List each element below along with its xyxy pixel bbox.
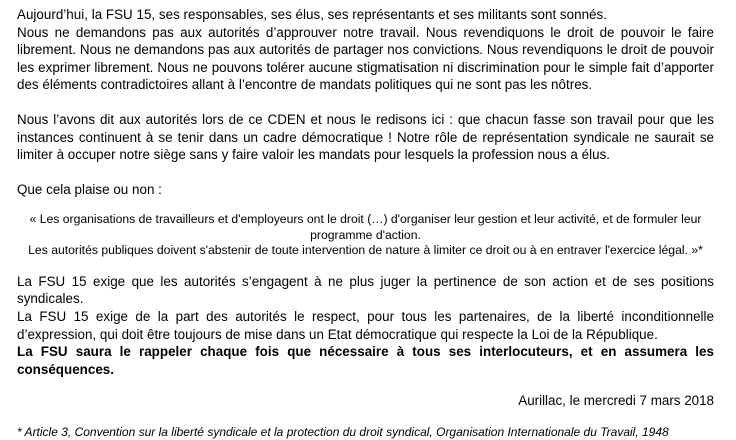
paragraph-intro: [17, 6, 714, 94]
paragraph-cden: Nous l’avons dit aux autorités lors de ce CDEN et nous le redisons ici : que chacun fasse son travail pour que les instances continuent à se tenir dans un cadre démocratique ! Notre rôle de représentation syndicale ne saurait se limiter à occuper notre siège sans y faire valoir les mandats pour lesquels la profession nous a élus.: [17, 111, 714, 163]
intro-line: Aujourd’hui, la FSU 15, ses responsables, ses élus, ses représentants et ses militants sont sonnés.: [17, 7, 607, 22]
demand-bold-line: La FSU saura le rappeler chaque fois que nécessaire à tous ses interlocuteurs, et en assumera les conséquences.: [17, 344, 714, 377]
spacer: [17, 259, 714, 273]
quote-block: [17, 212, 714, 259]
intro-body: Nous ne demandons pas aux autorités d’approuver notre travail. Nous revendiquons le droit de pouvoir le faire librement. Nous ne demandons pas aux autorités de partager nos convictions. Nous revendiquons le droit de pouvoir les exprimer librement. Nous ne pouvons tolérer aucune stigmatisation ni discrimination pour le simple fait d’apporter des éléments contradictoires allant à l’encontre de mandats politiques qui ne sont pas les nôtres.: [17, 24, 714, 93]
demand-line-1: La FSU 15 exige que les autorités s’engagent à ne plus juger la pertinence de son action et de ses positions syndicales.: [17, 273, 714, 307]
signature: Aurillac, le mercredi 7 mars 2018: [518, 393, 714, 409]
spacer: [17, 164, 714, 181]
spacer: [17, 198, 714, 212]
spacer: [17, 378, 714, 392]
spacer: [17, 94, 714, 111]
footnote: * Article 3, Convention sur la liberté syndicale et la protection du droit syndical, Organisation Internationale du Travail, 1948: [17, 425, 669, 439]
paragraph-demands: [17, 273, 714, 379]
quote-intro: Que cela plaise ou non :: [17, 181, 162, 197]
demand-line-2: La FSU 15 exige de la part des autorités le respect, pour tous les partenaires, de la liberté inconditionnelle d’expression, qui doit être toujours de mise dans un Etat démocratique qui respecte la Loi de la République.: [17, 309, 714, 342]
quote-line-1: « Les organisations de travailleurs et d'employeurs ont le droit (…) d'organiser leur gestion et leur activité, et de formuler leur programme d'action.: [29, 212, 702, 242]
quote-line-2: Les autorités publiques doivent s'abstenir de toute intervention de nature à limiter ce droit ou à en entraver l'exercice légal. »*: [28, 243, 703, 258]
spacer: [17, 410, 714, 424]
